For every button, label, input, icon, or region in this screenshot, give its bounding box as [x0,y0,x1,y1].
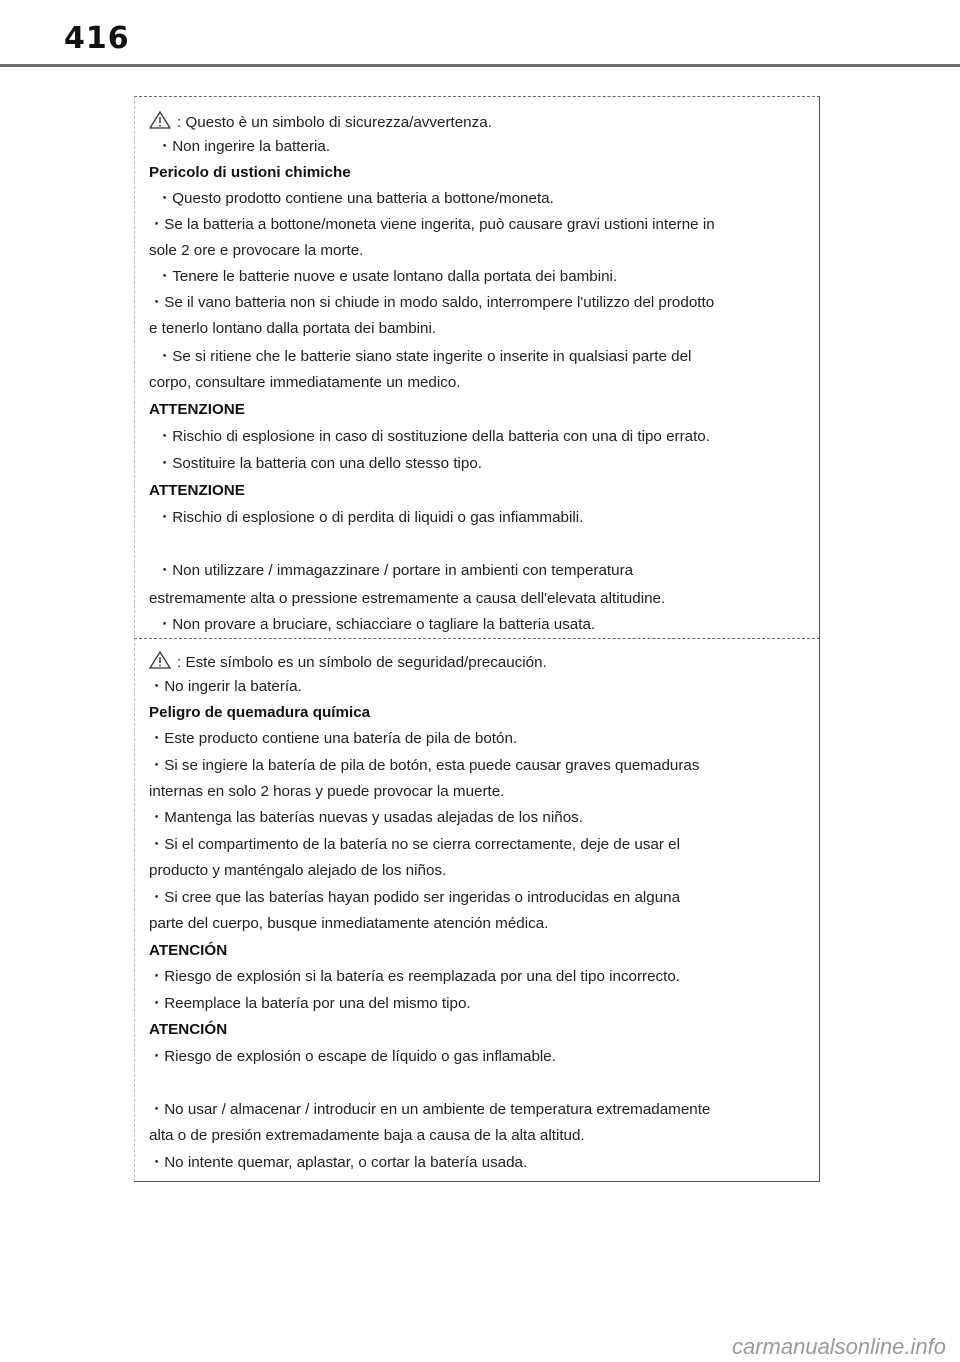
italian-line: ・Non ingerire la batteria. [157,138,331,155]
spanish-line: alta o de presión extremadamente baja a causa de la alta altitud. [149,1127,585,1144]
spanish-line: ・Si cree que las baterías hayan podido ser ingeridas o introducidas en alguna [149,889,681,906]
spanish-line: ・No usar / almacenar / introducir en un ambiente de temperatura extremadamente [149,1101,711,1118]
italian-line: e tenerlo lontano dalla portata dei bambini. [149,320,437,337]
page-number: 416 [64,21,130,56]
italian-line: ・Sostituire la batteria con una dello stesso tipo. [157,455,483,472]
spanish-line: ・Si se ingiere la batería de pila de botón, esta puede causar graves quemaduras [149,757,700,774]
italian-line: ・Se si ritiene che le batterie siano state ingerite o inserite in qualsiasi parte del [157,348,692,365]
spanish-heading-attention: ATENCIÓN [149,1021,228,1038]
spanish-line: ・Riesgo de explosión o escape de líquido o gas inflamable. [149,1048,556,1065]
italian-line: ・Non utilizzare / immagazzinare / portare in ambienti con temperatura [157,562,634,579]
italian-line: ・Non provare a bruciare, schiacciare o tagliare la batteria usata. [157,616,596,633]
italian-heading-attention: ATTENZIONE [149,401,245,418]
warning-triangle-icon [149,111,171,129]
spanish-line: ・Mantenga las baterías nuevas y usadas alejadas de los niños. [149,809,583,826]
spanish-line: ・No ingerir la batería. [149,678,302,695]
italian-line: ・Questo prodotto contiene una batteria a bottone/moneta. [157,190,554,207]
italian-notice-box [134,96,820,638]
italian-line: estremamente alta o pressione estremamente a causa dell'elevata altitudine. [149,590,666,607]
spanish-line: ・Este producto contiene una batería de pila de botón. [149,730,518,747]
italian-line: sole 2 ore e provocare la morte. [149,242,364,259]
italian-intro-line [149,111,805,133]
spanish-line: internas en solo 2 horas y puede provocar la muerte. [149,783,505,800]
spanish-line: ・Riesgo de explosión si la batería es reemplazada por una del tipo incorrecto. [149,968,681,985]
spanish-line: ・Reemplace la batería por una del mismo tipo. [149,995,471,1012]
italian-heading-chemical-burn: Pericolo di ustioni chimiche [149,164,351,181]
spanish-line: producto y manténgalo alejado de los niños. [149,862,447,879]
header-rule [0,64,960,67]
warning-triangle-icon [149,651,171,669]
italian-line: ・Se la batteria a bottone/moneta viene ingerita, può causare gravi ustioni interne in [149,216,715,233]
italian-intro-text: : Questo è un simbolo di sicurezza/avvertenza. [177,114,492,131]
italian-line: ・Rischio di esplosione in caso di sostituzione della batteria con una di tipo errato. [157,428,710,445]
spanish-line: ・No intente quemar, aplastar, o cortar la batería usada. [149,1154,528,1171]
spanish-heading-attention: ATENCIÓN [149,942,228,959]
spanish-intro-line [149,651,805,673]
spanish-intro-text: : Este símbolo es un símbolo de seguridad/precaución. [177,654,547,671]
spanish-line: ・Si el compartimento de la batería no se cierra correctamente, deje de usar el [149,836,680,853]
italian-line: corpo, consultare immediatamente un medico. [149,374,461,391]
footer-watermark: carmanualsonline.info [731,1334,946,1359]
spanish-line: parte del cuerpo, busque inmediatamente atención médica. [149,915,549,932]
italian-line: ・Tenere le batterie nuove e usate lontano dalla portata dei bambini. [157,268,618,285]
italian-line: ・Se il vano batteria non si chiude in modo saldo, interrompere l'utilizzo del prodotto [149,294,715,311]
spanish-heading-chemical-burn: Peligro de quemadura química [149,704,371,721]
spanish-notice-box [134,638,820,1182]
italian-line: ・Rischio di esplosione o di perdita di liquidi o gas infiammabili. [157,509,584,526]
italian-heading-attention: ATTENZIONE [149,482,245,499]
